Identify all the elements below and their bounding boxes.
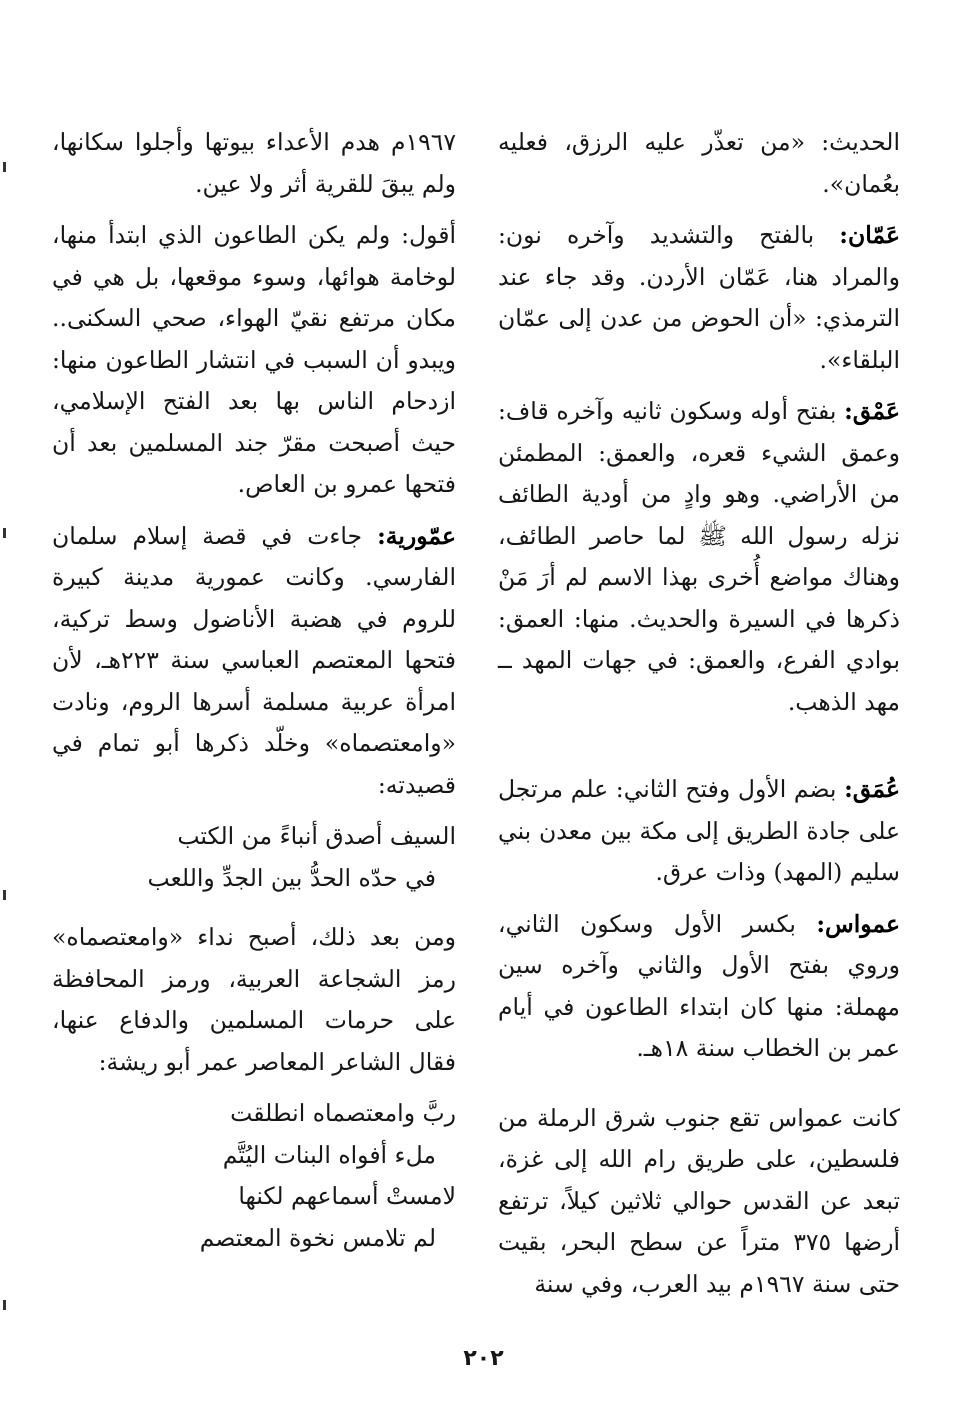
paragraph-after-verse: ومن بعد ذلك، أصبح نداء «وامعتصماه» رمز الشجاعة العربية، ورمز المحافظة على حرمات المسلمين والدفاع عنها، فقال الشاعر المعاصر عمر أبو ريشة: (52, 923, 456, 1076)
margin-mark (3, 528, 6, 538)
verse-line: ربَّ وامعتصماه انطلقت (230, 1099, 456, 1127)
right-column (498, 122, 900, 1315)
entry-heading: عَمْق: (844, 397, 900, 425)
verse-line: لامستْ أسماعهم لكنها (238, 1182, 456, 1210)
margin-mark (3, 890, 6, 900)
entry-amq (498, 391, 900, 723)
entry-text: بكسر الأول وسكون الثاني، وروي بفتح الأول والثاني وآخره سين مهملة: منها كان ابتداء الطاعون في أيام عمر بن الخطاب سنة ١٨هـ. (498, 909, 900, 1062)
page-number: ٢٠٢ (463, 1346, 504, 1371)
verse-line: السيف أصدق أنباءً من الكتب (177, 822, 456, 850)
entry-umaq (498, 769, 900, 894)
entry-text: بالفتح والتشديد وآخره نون: والمراد هنا، عَمّان الأردن. وقد جاء عند الترمذي: «أن الحوض من عدن إلى عمّان البلقاء». (498, 221, 900, 374)
verse-line: ملء أفواه البنات اليُتَّم (222, 1140, 436, 1169)
verse-line: لم تلامس نخوة المعتصم (199, 1223, 436, 1252)
paragraph-amwas-description: كانت عمواس تقع جنوب شرق الرملة من فلسطين، على طريق رام الله إلى غزة، تبعد عن القدس حوالي ثلاثين كيلاً، ترتفع أرضها ٣٧٥ متراً عن سطح البحر، بقيت حتى سنة ١٩٦٧م بيد العرب، وفي سنة (498, 1103, 901, 1298)
entry-text: بضم الأول وفتح الثاني: علم مرتجل على جادة الطريق إلى مكة بين معدن بني سليم (المهد) وذات عرق. (498, 775, 900, 886)
entry-amwas (498, 904, 900, 1070)
entry-amuriya (52, 516, 456, 807)
spacer (498, 1080, 900, 1098)
paragraph-author-note: أقول: ولم يكن الطاعون الذي ابتدأ منها، لوخامة هوائها، وسوء موقعها، بل هي في مكان مرتفع نقيّ الهواء، صحي السكنى.. ويبدو أن السبب في انتشار الطاعون منها: ازدحام الناس بها بعد الفتح الإسلامي، حيث أصبحت مقرّ جند المسلمين بعد أن فتحها عمرو بن العاص. (52, 221, 456, 498)
entry-heading: عُمَق: (844, 775, 900, 803)
left-column (52, 122, 456, 1259)
spacer (52, 899, 456, 917)
margin-mark (3, 162, 6, 172)
entry-heading: عمّورية: (377, 521, 456, 550)
paragraph-hadith: الحديث: «من تعذّر عليه الرزق، فعليه بعُمان». (498, 128, 900, 198)
entry-heading: عمواس: (816, 909, 900, 938)
entry-text: بفتح أوله وسكون ثانيه وآخره قاف: وعمق الشيء قعره، والعمق: المطمئن من الأراضي. وهو وادٍ من أودية الطائف نزله رسول الله ﷺ لما حاصر الطائف، وهناك مواضع أُخرى بهذا الاسم لم أرَ مَنْ ذكرها في السيرة والحديث. منها: العمق: بوادي الفرع، والعمق: في جهات المهد ــ مهد الذهب. (498, 397, 900, 716)
entry-amman (498, 215, 900, 381)
paragraph-continuation: ١٩٦٧م هدم الأعداء بيوتها وأجلوا سكانها، ولم يبقَ للقرية أثر ولا عين. (52, 128, 456, 198)
entry-text: جاءت في قصة إسلام سلمان الفارسي. وكانت عمورية مدينة كبيرة للروم في هضبة الأناضول وسط تركية، فتحها المعتصم العباسي سنة ٢٢٣هـ، لأن امرأة عربية مسلمة أسرها الروم، ونادت «وامعتصماه» وخلّد ذكرها أبو تمام في قصيدته: (52, 521, 456, 799)
verse-line: في حدّه الحدُّ بين الجدِّ واللعب (147, 863, 436, 892)
margin-mark (3, 1300, 6, 1310)
spacer (498, 733, 900, 769)
entry-heading: عَمّان: (839, 221, 900, 249)
